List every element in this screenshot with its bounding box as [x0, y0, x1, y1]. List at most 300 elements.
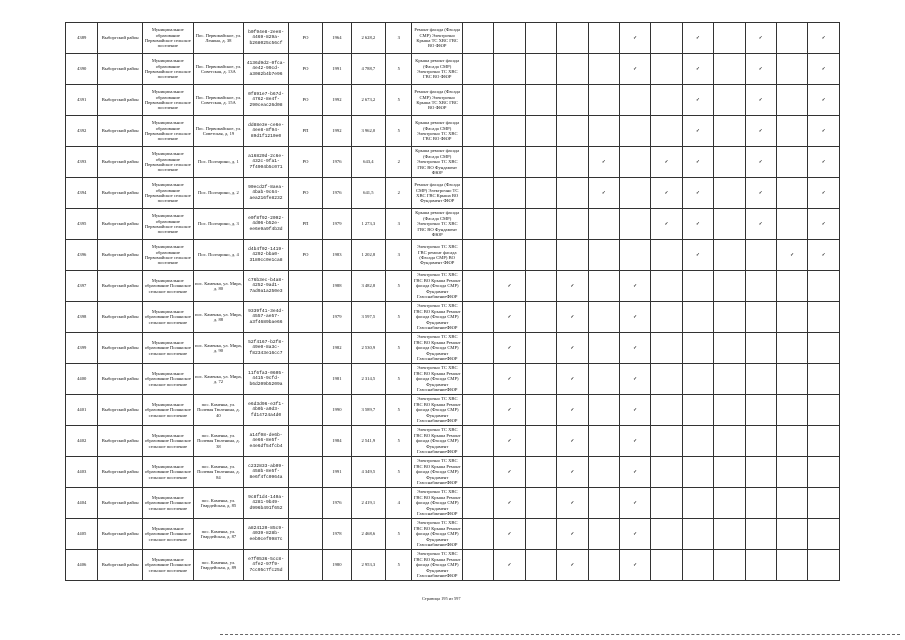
- check-cell: [776, 116, 807, 147]
- address-cell: Пос. Полтарино, д. 2: [193, 178, 244, 209]
- check-cell: [463, 550, 494, 581]
- identifier-cell: 4136d9d2-0fca-4e42-99cd-a3082b4b7e96: [244, 54, 289, 85]
- works-cell: Электрочно ТС ХВС ГВС ВО Крыша Ремонт фасада (Фасада СМР) Фундамент ГазоснабжениеФЮР: [412, 333, 463, 364]
- type-cell: РО: [288, 147, 322, 178]
- address-cell: Пос. Первомайское, ул. Советская, д. 15А: [193, 85, 244, 116]
- works-cell: Электрочно ТС ХВС ГВС ВО Крыша Ремонт фасада (Фасада СМР) Фундамент ГазоснабжениеФЮР: [412, 550, 463, 581]
- district-cell: Выборгский район: [98, 209, 143, 240]
- check-cell: [463, 116, 494, 147]
- check-cell: ✓: [557, 426, 588, 457]
- check-cell: [463, 147, 494, 178]
- area-cell: 2 628,2: [351, 23, 385, 54]
- check-cell: [525, 147, 556, 178]
- type-cell: РО: [288, 23, 322, 54]
- check-cell: ✓: [619, 395, 650, 426]
- check-cell: [463, 333, 494, 364]
- district-cell: Выборгский район: [98, 395, 143, 426]
- check-cell: [776, 519, 807, 550]
- check-cell: [651, 271, 682, 302]
- area-cell: 3 482,8: [351, 271, 385, 302]
- year-cell: 1991: [323, 457, 351, 488]
- row-number: 4406: [66, 550, 98, 581]
- area-cell: 3 589,7: [351, 395, 385, 426]
- works-cell: Электрочно ТС ХВС ГВС ВО Крыша Ремонт фасада (Фасада СМР) Фундамент ГазоснабжениеФЮР: [412, 271, 463, 302]
- check-cell: [588, 364, 619, 395]
- check-cell: [588, 519, 619, 550]
- address-cell: Пос. Полтарино, д. 3: [193, 209, 244, 240]
- year-cell: 1988: [323, 271, 351, 302]
- check-cell: [808, 333, 840, 364]
- check-cell: [682, 426, 713, 457]
- identifier-cell: c76b3ec-b4a8-4252-9ad1-7ad9a1a250e3: [244, 271, 289, 302]
- type-cell: РО: [288, 54, 322, 85]
- year-cell: 1964: [323, 23, 351, 54]
- check-cell: ✓: [745, 116, 776, 147]
- table-row: [66, 178, 840, 209]
- address-cell: пос. Каменка, ул. Мира, д. 80: [193, 271, 244, 302]
- check-cell: [682, 364, 713, 395]
- check-cell: [714, 271, 745, 302]
- check-cell: ✓: [588, 147, 619, 178]
- check-cell: [525, 364, 556, 395]
- check-cell: [808, 395, 840, 426]
- check-cell: [463, 519, 494, 550]
- check-cell: [557, 85, 588, 116]
- district-cell: Выборгский район: [98, 302, 143, 333]
- works-cell: Ремонт фасада (Фасада СМР) Электрочно Крыша ТС ХВС ГВС ВО ФЮР: [412, 23, 463, 54]
- address-cell: пос. Каменка, ул. Полевая Тюленина, д. 84: [193, 457, 244, 488]
- check-cell: [651, 302, 682, 333]
- check-cell: [588, 116, 619, 147]
- check-cell: ✓: [682, 23, 713, 54]
- check-cell: [651, 23, 682, 54]
- works-cell: Электрочно ТС ХВС ГВС ВО Крыша Ремонт фасада (Фасада СМР) Фундамент ГазоснабжениеФЮР: [412, 395, 463, 426]
- check-cell: [808, 364, 840, 395]
- identifier-cell: 11f6fa3-0605-4415-9cfd-b6d209b5209a: [244, 364, 289, 395]
- floors-cell: 5: [386, 54, 412, 85]
- row-number: 4396: [66, 240, 98, 271]
- check-cell: ✓: [619, 302, 650, 333]
- owner-cell: Муниципальное образование Полянское сельское поселение: [142, 519, 193, 550]
- check-cell: [588, 209, 619, 240]
- row-number: 4392: [66, 116, 98, 147]
- check-cell: [494, 116, 525, 147]
- floors-cell: 4: [386, 488, 412, 519]
- check-cell: [651, 116, 682, 147]
- check-cell: [463, 302, 494, 333]
- check-cell: [494, 209, 525, 240]
- check-cell: ✓: [808, 116, 840, 147]
- check-cell: [557, 116, 588, 147]
- check-cell: [714, 23, 745, 54]
- owner-cell: Муниципальное образование Полянское сельское поселение: [142, 302, 193, 333]
- address-cell: Пос. Первомайское, ул. Советская, д. 19: [193, 116, 244, 147]
- check-cell: [745, 240, 776, 271]
- check-cell: [714, 457, 745, 488]
- check-cell: [651, 426, 682, 457]
- check-cell: [494, 240, 525, 271]
- address-cell: Пос. Полтарино, д. 1: [193, 147, 244, 178]
- check-cell: ✓: [619, 488, 650, 519]
- check-cell: [745, 519, 776, 550]
- check-cell: ✓: [494, 302, 525, 333]
- row-number: 4398: [66, 302, 98, 333]
- check-cell: [525, 85, 556, 116]
- check-cell: [557, 23, 588, 54]
- year-cell: 1983: [323, 240, 351, 271]
- check-cell: ✓: [682, 147, 713, 178]
- check-cell: [745, 457, 776, 488]
- table-row: [66, 147, 840, 178]
- check-cell: [714, 395, 745, 426]
- check-cell: ✓: [619, 519, 650, 550]
- type-cell: [288, 395, 322, 426]
- district-cell: Выборгский район: [98, 85, 143, 116]
- floors-cell: 2: [386, 147, 412, 178]
- identifier-cell: 9339f41-3e4d-4557-ae57-a3f4689bae66: [244, 302, 289, 333]
- check-cell: ✓: [808, 209, 840, 240]
- check-cell: ✓: [745, 54, 776, 85]
- works-cell: Крыша ремонт фасада (Фасада СМР) Электрочно ТС ХВС ГВС ВО ФЮР: [412, 116, 463, 147]
- check-cell: [714, 240, 745, 271]
- owner-cell: Муниципальное образование Полянское сельское поселение: [142, 395, 193, 426]
- owner-cell: Муниципальное образование Полянское сельское поселение: [142, 364, 193, 395]
- row-number: 4404: [66, 488, 98, 519]
- floors-cell: 5: [386, 395, 412, 426]
- works-cell: Электрочно ТС ХВС ГВС ВО Крыша Ремонт фасада (Фасада СМР) Фундамент ГазоснабжениеФЮР: [412, 488, 463, 519]
- check-cell: [525, 395, 556, 426]
- district-cell: Выборгский район: [98, 426, 143, 457]
- check-cell: [682, 457, 713, 488]
- address-cell: пос. Каменка, ул. Мира, д. 90: [193, 333, 244, 364]
- check-cell: ✓: [619, 550, 650, 581]
- check-cell: ✓: [651, 178, 682, 209]
- check-cell: [463, 395, 494, 426]
- table-row: [66, 302, 840, 333]
- table-row: [66, 54, 840, 85]
- check-cell: [525, 302, 556, 333]
- floors-cell: 5: [386, 271, 412, 302]
- type-cell: [288, 488, 322, 519]
- table-row: [66, 116, 840, 147]
- housing-register-table: [65, 22, 840, 581]
- district-cell: Выборгский район: [98, 271, 143, 302]
- check-cell: ✓: [682, 240, 713, 271]
- check-cell: ✓: [557, 271, 588, 302]
- works-cell: Электрочно ТС ХВС ГВС ВО Крыша Ремонт фасада (Фасада СМР) Фундамент ГазоснабжениеФЮР: [412, 457, 463, 488]
- check-cell: [776, 333, 807, 364]
- year-cell: 1992: [323, 116, 351, 147]
- check-cell: ✓: [557, 488, 588, 519]
- check-cell: [619, 85, 650, 116]
- check-cell: [588, 302, 619, 333]
- check-cell: ✓: [557, 302, 588, 333]
- year-cell: 1979: [323, 302, 351, 333]
- check-cell: ✓: [557, 364, 588, 395]
- check-cell: [619, 209, 650, 240]
- table-row: [66, 240, 840, 271]
- works-cell: Электрочно ТС ХВС ГВС ВО Крыша Ремонт фасада (Фасада СМР) Фундамент ГазоснабжениеФЮР: [412, 426, 463, 457]
- district-cell: Выборгский район: [98, 23, 143, 54]
- check-cell: ✓: [682, 54, 713, 85]
- owner-cell: Муниципальное образование Первомайское сельское поселение: [142, 23, 193, 54]
- check-cell: [525, 209, 556, 240]
- floors-cell: 3: [386, 240, 412, 271]
- check-cell: [651, 550, 682, 581]
- check-cell: [808, 457, 840, 488]
- year-cell: 1980: [323, 550, 351, 581]
- check-cell: ✓: [619, 426, 650, 457]
- check-cell: [714, 209, 745, 240]
- type-cell: РО: [288, 240, 322, 271]
- check-cell: [463, 85, 494, 116]
- type-cell: [288, 271, 322, 302]
- check-cell: [714, 147, 745, 178]
- check-cell: ✓: [619, 54, 650, 85]
- check-cell: [494, 85, 525, 116]
- check-cell: [588, 395, 619, 426]
- check-cell: ✓: [808, 147, 840, 178]
- address-cell: пос. Каменка, ул. Гвардейская, д. 85: [193, 488, 244, 519]
- table-row: [66, 23, 840, 54]
- check-cell: [588, 550, 619, 581]
- check-cell: [494, 178, 525, 209]
- table-row: [66, 364, 840, 395]
- check-cell: [714, 178, 745, 209]
- type-cell: [288, 364, 322, 395]
- check-cell: ✓: [651, 147, 682, 178]
- address-cell: Пос. Первомайское, ул. Ленина, д. 38: [193, 23, 244, 54]
- check-cell: ✓: [557, 519, 588, 550]
- check-cell: [463, 426, 494, 457]
- check-cell: [714, 116, 745, 147]
- check-cell: [651, 85, 682, 116]
- check-cell: [651, 54, 682, 85]
- check-cell: [745, 395, 776, 426]
- check-cell: ✓: [682, 209, 713, 240]
- area-cell: 2 953,3: [351, 550, 385, 581]
- table-body: [66, 23, 840, 581]
- owner-cell: Муниципальное образование Первомайское сельское поселение: [142, 209, 193, 240]
- check-cell: [588, 488, 619, 519]
- row-number: 4391: [66, 85, 98, 116]
- check-cell: [682, 302, 713, 333]
- address-cell: Пос. Полтарино, д. 4: [193, 240, 244, 271]
- address-cell: Пос. Первомайское, ул. Советская, д. 13А: [193, 54, 244, 85]
- check-cell: ✓: [776, 240, 807, 271]
- floors-cell: 5: [386, 302, 412, 333]
- check-cell: ✓: [494, 488, 525, 519]
- check-cell: ✓: [494, 550, 525, 581]
- page-number: Страница 195 из 597: [422, 596, 461, 601]
- area-cell: 2 314,5: [351, 364, 385, 395]
- scan-edge-line: [220, 634, 900, 635]
- check-cell: ✓: [745, 23, 776, 54]
- check-cell: ✓: [745, 178, 776, 209]
- works-cell: Ремонт фасада (Фасада СМР) Электрочно Крыша ТС ХВС ГВС ВО ФЮР: [412, 85, 463, 116]
- check-cell: [808, 302, 840, 333]
- type-cell: РО: [288, 85, 322, 116]
- floors-cell: 2: [386, 178, 412, 209]
- check-cell: [557, 178, 588, 209]
- check-cell: ✓: [557, 550, 588, 581]
- owner-cell: Муниципальное образование Первомайское сельское поселение: [142, 178, 193, 209]
- check-cell: ✓: [682, 178, 713, 209]
- check-cell: ✓: [494, 519, 525, 550]
- check-cell: [525, 116, 556, 147]
- area-cell: 1 202,8: [351, 240, 385, 271]
- check-cell: [745, 333, 776, 364]
- identifier-cell: a824120-85c9-4039-828b-eeb9cef9987c: [244, 519, 289, 550]
- works-cell: Крыша ремонт фасада (Фасада СМР) Электрочно ТС ХВС ГВС ВО Фундамент ФЮР: [412, 147, 463, 178]
- check-cell: [525, 271, 556, 302]
- check-cell: [588, 333, 619, 364]
- check-cell: ✓: [745, 147, 776, 178]
- identifier-cell: d4b4f02-1419-4292-bba0-3189cc0e1ca8: [244, 240, 289, 271]
- check-cell: ✓: [745, 209, 776, 240]
- check-cell: ✓: [808, 54, 840, 85]
- check-cell: [776, 271, 807, 302]
- check-cell: [619, 178, 650, 209]
- check-cell: [714, 426, 745, 457]
- check-cell: ✓: [619, 364, 650, 395]
- address-cell: пос. Каменка, ул. Полевая Тюленина, д. 40: [193, 395, 244, 426]
- identifier-cell: e6d3d96-e3f1-4b0b-a0d3-fd14724a4d0: [244, 395, 289, 426]
- row-number: 4402: [66, 426, 98, 457]
- row-number: 4389: [66, 23, 98, 54]
- row-number: 4390: [66, 54, 98, 85]
- type-cell: [288, 302, 322, 333]
- check-cell: [714, 519, 745, 550]
- check-cell: [776, 395, 807, 426]
- check-cell: [525, 23, 556, 54]
- check-cell: [776, 54, 807, 85]
- check-cell: [776, 23, 807, 54]
- check-cell: [525, 488, 556, 519]
- check-cell: [525, 333, 556, 364]
- type-cell: [288, 550, 322, 581]
- check-cell: ✓: [494, 333, 525, 364]
- check-cell: ✓: [745, 85, 776, 116]
- floors-cell: 5: [386, 457, 412, 488]
- district-cell: Выборгский район: [98, 488, 143, 519]
- address-cell: пос. Каменка, ул. Полевая Тюленина, д. 38: [193, 426, 244, 457]
- check-cell: [525, 54, 556, 85]
- check-cell: [619, 116, 650, 147]
- year-cell: 1976: [323, 147, 351, 178]
- check-cell: ✓: [808, 23, 840, 54]
- identifier-cell: 0f891e7-b67d-4762-8e4f-290ceac26d08: [244, 85, 289, 116]
- row-number: 4403: [66, 457, 98, 488]
- check-cell: [682, 395, 713, 426]
- check-cell: [463, 457, 494, 488]
- floors-cell: 5: [386, 426, 412, 457]
- district-cell: Выборгский район: [98, 178, 143, 209]
- check-cell: [776, 147, 807, 178]
- owner-cell: Муниципальное образование Полянское сельское поселение: [142, 426, 193, 457]
- check-cell: ✓: [557, 395, 588, 426]
- check-cell: [651, 488, 682, 519]
- check-cell: [776, 488, 807, 519]
- type-cell: [288, 333, 322, 364]
- check-cell: [463, 209, 494, 240]
- area-cell: 1 273,3: [351, 209, 385, 240]
- year-cell: 1990: [323, 395, 351, 426]
- check-cell: [525, 457, 556, 488]
- check-cell: [588, 426, 619, 457]
- table-row: [66, 209, 840, 240]
- address-cell: пос. Каменка, ул. Гвардейская, д. 89: [193, 550, 244, 581]
- identifier-cell: c232833-ab09-458b-8e5f-8e6f4fc0964a: [244, 457, 289, 488]
- row-number: 4405: [66, 519, 98, 550]
- check-cell: ✓: [619, 333, 650, 364]
- identifier-cell: a16820d-2c6e-432c-9fa1-7f4904b5c071: [244, 147, 289, 178]
- check-cell: [494, 147, 525, 178]
- area-cell: 3 597,5: [351, 302, 385, 333]
- check-cell: [714, 85, 745, 116]
- check-cell: [557, 240, 588, 271]
- check-cell: [557, 147, 588, 178]
- check-cell: [714, 333, 745, 364]
- owner-cell: Муниципальное образование Первомайское сельское поселение: [142, 147, 193, 178]
- district-cell: Выборгский район: [98, 116, 143, 147]
- check-cell: [776, 364, 807, 395]
- check-cell: ✓: [808, 240, 840, 271]
- check-cell: ✓: [588, 178, 619, 209]
- works-cell: Крыша ремонт фасада (Фасада СМР) Электрочно ТС ХВС ГВС ВО Фундамент ФЮР: [412, 209, 463, 240]
- address-cell: пос. Каменка, ул. Мира, д. 72: [193, 364, 244, 395]
- check-cell: ✓: [494, 271, 525, 302]
- check-cell: [745, 426, 776, 457]
- check-cell: [494, 54, 525, 85]
- identifier-cell: e0f8f92-2092-4d06-b52e-ee6e9a9f4b3d: [244, 209, 289, 240]
- owner-cell: Муниципальное образование Полянское сельское поселение: [142, 333, 193, 364]
- check-cell: [714, 364, 745, 395]
- check-cell: ✓: [651, 209, 682, 240]
- check-cell: ✓: [494, 457, 525, 488]
- check-cell: [588, 54, 619, 85]
- district-cell: Выборгский район: [98, 364, 143, 395]
- area-cell: 2 419,1: [351, 488, 385, 519]
- check-cell: [651, 395, 682, 426]
- check-cell: ✓: [808, 85, 840, 116]
- check-cell: [463, 271, 494, 302]
- area-cell: 2 468,6: [351, 519, 385, 550]
- check-cell: [651, 364, 682, 395]
- works-cell: Ремонт фасада (Фасада СМР) Электрочно ТС ХВС ГВС Крыша ВО Фундамент ФЮР: [412, 178, 463, 209]
- works-cell: Крыша ремонт фасада (Фасада СМР) Электрочно ТС ХВС ГВС ВО ФЮР: [412, 54, 463, 85]
- row-number: 4400: [66, 364, 98, 395]
- area-cell: 2 541,9: [351, 426, 385, 457]
- type-cell: [288, 426, 322, 457]
- address-cell: пос. Каменка, ул. Мира, д. 88: [193, 302, 244, 333]
- check-cell: [651, 333, 682, 364]
- floors-cell: 3: [386, 209, 412, 240]
- check-cell: [463, 178, 494, 209]
- check-cell: ✓: [557, 457, 588, 488]
- check-cell: [525, 240, 556, 271]
- check-cell: [588, 271, 619, 302]
- check-cell: [714, 550, 745, 581]
- works-cell: Электрочно ТС ХВС ГВС ВО Крыша Ремонт фасада (Фасада СМР) Фундамент ГазоснабжениеФЮР: [412, 302, 463, 333]
- year-cell: 1978: [323, 519, 351, 550]
- check-cell: [714, 488, 745, 519]
- check-cell: ✓: [557, 333, 588, 364]
- check-cell: [651, 457, 682, 488]
- check-cell: [651, 519, 682, 550]
- identifier-cell: 90ecd2f-8aea-4bab-9c64-aea216fe8232: [244, 178, 289, 209]
- check-cell: [776, 85, 807, 116]
